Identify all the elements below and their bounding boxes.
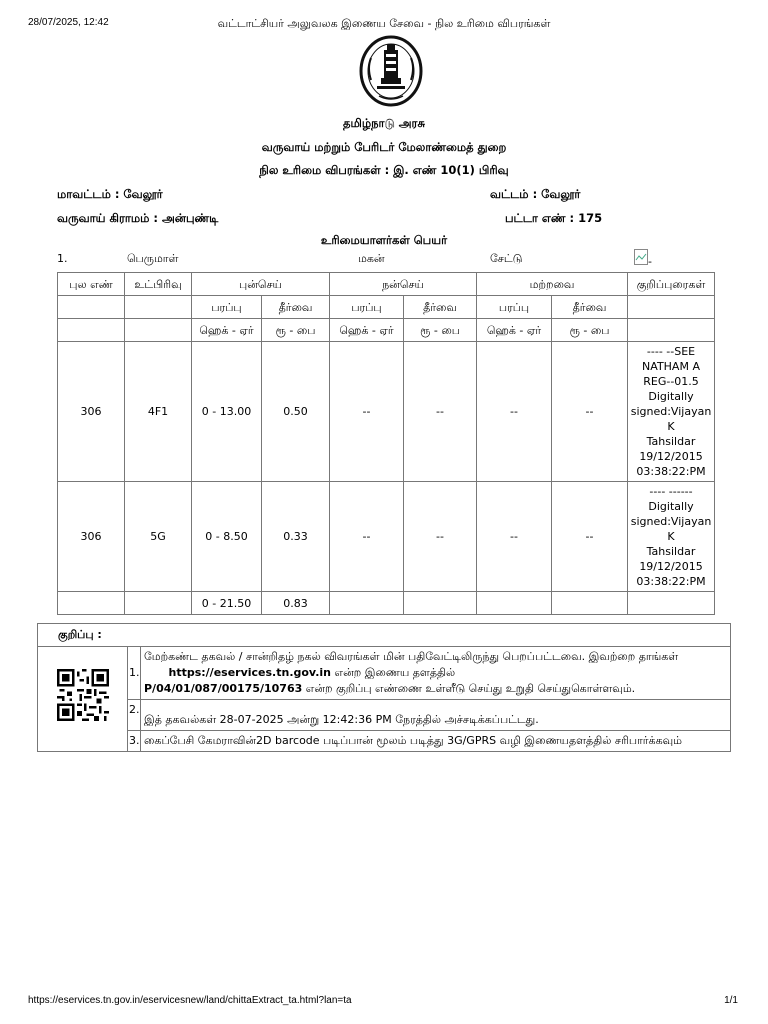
subheader-area: பரப்பு [477,296,552,319]
reference-number: P/04/01/087/00175/10763 [144,682,303,695]
remarks-line: Digitally [648,500,694,513]
patta-number: பட்டா எண் : 175 [505,211,603,225]
print-page-count: 1/1 [724,995,738,1006]
table-units-row [58,319,715,342]
table-header-row [58,273,715,296]
nansey-tax-cell: -- [404,342,477,482]
owner-name: பெருமாள் [127,252,179,265]
empty-cell [404,592,477,615]
nansey-area-cell: -- [330,482,404,592]
eservices-link[interactable]: https://eservices.tn.gov.in [168,666,331,679]
unit-area: ஹெக் - ஏர் [330,319,404,342]
empty-cell [58,319,125,342]
survey-no-cell: 306 [58,342,125,482]
remarks-line: NATHAM A [642,360,700,373]
other-tax-cell: -- [552,342,628,482]
empty-cell [330,592,404,615]
print-page-title: வட்டாட்சியர் அலுவலக இணைய சேவை - நில உரிமை விபரங்கள் [217,17,551,30]
note-text-part: என்ற இணைய தளத்தில் [334,666,456,679]
note-text: கைப்பேசி கேமராவின்2D barcode படிப்பான் மூலம் படித்து 3G/GPRS வழி இணையதளத்தில் சரிபார்க்கவும் [141,731,731,752]
tamil-nadu-emblem [357,34,425,108]
owner-father-name: சேட்டு [490,252,523,265]
punsey-tax-cell: 0.33 [262,482,330,592]
note-number: 3. [128,731,141,752]
header-other: மற்றவை [477,273,628,296]
broken-image-alt: - [648,255,652,268]
unit-area: ஹெக் - ஏர் [192,319,262,342]
notes-heading-row [38,624,731,647]
unit-tax: ரூ - பை [404,319,477,342]
district-label: மாவட்டம் : வேலூர் [57,187,163,201]
notes-heading: குறிப்பு : [38,624,731,647]
remarks-line: ---- --SEE [646,345,696,358]
note-text-part: என்ற குறிப்பு எண்ணை உள்ளீடு செய்து உறுதி செய்துகொள்ளவும். [305,682,636,695]
remarks-line: 19/12/2015 [639,450,703,463]
remarks-cell [628,482,715,592]
remarks-line: signed:Vijayan [630,515,712,528]
owners-heading: உரிமையாளர்கள் பெயர் [320,233,448,247]
punsey-area-cell: 0 - 13.00 [192,342,262,482]
empty-cell [552,592,628,615]
note-number: 2. [128,700,141,731]
government-name: தமிழ்நாடு அரசு [343,116,425,130]
land-details-table [57,272,715,615]
nansey-area-cell: -- [330,342,404,482]
remarks-line: signed:Vijayan [630,405,712,418]
remarks-line: K [667,530,675,543]
remarks-line: ---- ------ [649,485,693,498]
punsey-tax-cell: 0.50 [262,342,330,482]
note-text: இத் தகவல்கள் 28-07-2025 அன்று 12:42:36 PM நேரத்தில் அச்சடிக்கப்பட்டது. [141,700,731,731]
department-name: வருவாய் மற்றும் பேரிடர் மேலாண்மைத் துறை [261,140,507,154]
remarks-line: 03:38:22:PM [636,465,706,478]
empty-cell [628,592,715,615]
note-number: 1. [128,647,141,700]
empty-cell [125,592,192,615]
note-item [38,700,731,731]
remarks-line: REG--01.5 [643,375,699,388]
village-label: வருவாய் கிராமம் : அன்புண்டி [57,211,219,225]
remarks-line: 19/12/2015 [639,560,703,573]
empty-cell [477,592,552,615]
note-item [38,647,731,700]
print-timestamp: 28/07/2025, 12:42 [28,17,109,28]
qr-code-cell [38,647,128,752]
punsey-area-cell: 0 - 8.50 [192,482,262,592]
table-row [58,342,715,482]
subheader-area: பரப்பு [192,296,262,319]
remarks-line: 03:38:22:PM [636,575,706,588]
empty-cell [628,319,715,342]
unit-tax: ரூ - பை [262,319,330,342]
remarks-line: K [667,420,675,433]
subheader-tax: தீர்வை [404,296,477,319]
remarks-cell [628,342,715,482]
total-punsey-area: 0 - 21.50 [192,592,262,615]
subdivision-cell: 5G [125,482,192,592]
subheader-tax: தீர்வை [552,296,628,319]
remarks-line: Digitally [648,390,694,403]
subheader-area: பரப்பு [330,296,404,319]
qr-code-icon [57,669,109,721]
note-text [141,647,731,700]
taluk-label: வட்டம் : வேலூர் [490,187,581,201]
owner-relation: மகன் [358,252,385,265]
header-nansey: நன்செய் [330,273,477,296]
table-subheader-row [58,296,715,319]
table-total-row [58,592,715,615]
other-area-cell: -- [477,342,552,482]
note-text-part: மேற்கண்ட தகவல் / சான்றிதழ் நகல் விவரங்கள் மின் பதிவேட்டிலிருந்து பெறப்பட்டவை. இவற்றை தாங்கள் [144,650,679,663]
empty-cell [125,296,192,319]
notes-table [37,623,731,752]
empty-cell [58,296,125,319]
other-tax-cell: -- [552,482,628,592]
unit-area: ஹெக் - ஏர் [477,319,552,342]
subdivision-cell: 4F1 [125,342,192,482]
owner-index: 1. [57,252,68,265]
subheader-tax: தீர்வை [262,296,330,319]
survey-no-cell: 306 [58,482,125,592]
table-row [58,482,715,592]
print-footer-url: https://eservices.tn.gov.in/eservicesnew/land/chittaExtract_ta.html?lan=ta [28,995,352,1006]
broken-image [634,249,652,268]
document-title: நில உரிமை விபரங்கள் : இ. எண் 10(1) பிரிவு [259,163,509,177]
header-remarks: குறிப்புரைகள் [628,273,715,296]
remarks-line: Tahsildar [646,435,696,448]
note-item [38,731,731,752]
other-area-cell: -- [477,482,552,592]
empty-cell [125,319,192,342]
header-subdivision: உட்பிரிவு [125,273,192,296]
header-survey-no: புல எண் [58,273,125,296]
empty-cell [58,592,125,615]
unit-tax: ரூ - பை [552,319,628,342]
empty-cell [628,296,715,319]
total-punsey-tax: 0.83 [262,592,330,615]
broken-image-icon [634,249,648,265]
header-punsey: புன்செய் [192,273,330,296]
remarks-line: Tahsildar [646,545,696,558]
nansey-tax-cell: -- [404,482,477,592]
